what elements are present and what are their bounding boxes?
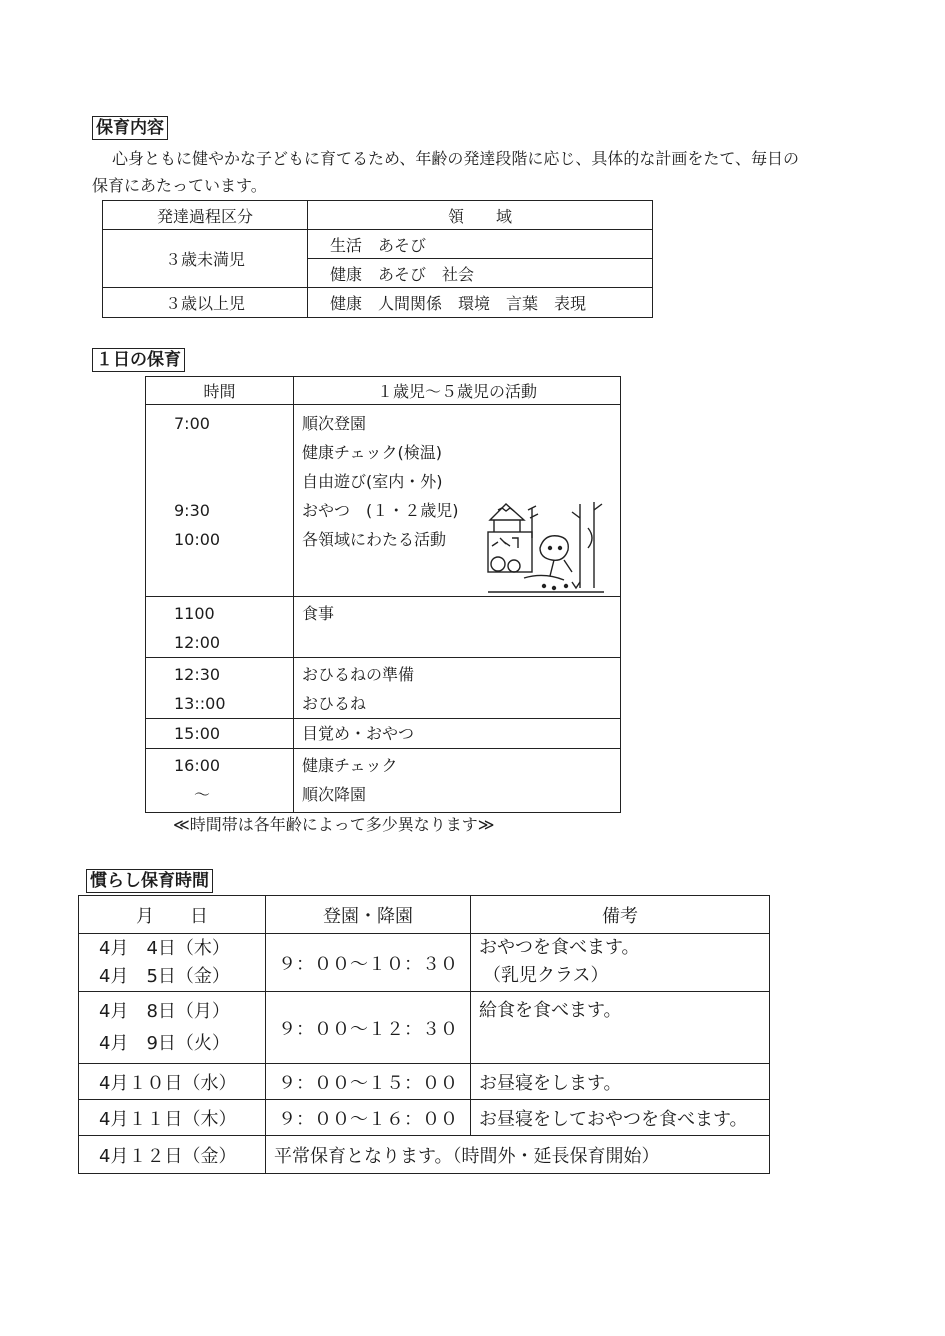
time-row-1: ９：００〜１０：３０: [266, 934, 471, 992]
activity-health-check-2: 健康チェック: [302, 756, 398, 775]
date-apr-8: 4月 8日（月）: [99, 1000, 230, 1022]
schedule-activity-header: １歳児〜５歳児の活動: [294, 377, 621, 405]
stage-under3: ３歳未満児: [103, 230, 308, 288]
date-apr-9: 4月 9日（火）: [99, 1032, 230, 1054]
note-nap-snack: お昼寝をしておやつを食べます。: [471, 1100, 770, 1136]
time-12-00: 12:00: [174, 633, 221, 652]
section-heading-ichinichi: １日の保育: [92, 348, 185, 372]
section-heading-hoiku-naiyou: 保育内容: [92, 116, 168, 140]
adjustment-schedule-table: [78, 895, 770, 1174]
time-9-30: 9:30: [174, 501, 210, 520]
domain-over3: 健康 人間関係 環境 言葉 表現: [308, 288, 653, 318]
time-row-4: ９：００〜１６：００: [266, 1100, 471, 1136]
domains-col2-header: 領 域: [308, 201, 653, 230]
schedule-time-header: 時間: [146, 377, 294, 405]
domains-table: [102, 200, 653, 318]
domain-under3-2: 健康 あそび 社会: [308, 259, 653, 288]
activity-wake-snack: 目覚め・おやつ: [302, 724, 415, 743]
intro-line-1: 心身ともに健やかな子どもに育てるため、年齢の発達段階に応じ、具体的な計画をたて、毎日の: [112, 149, 800, 168]
note-snack: おやつを食べます。: [479, 937, 640, 958]
time-row-3: ９：００〜１５：００: [266, 1064, 471, 1100]
activity-departure: 順次降園: [302, 785, 367, 804]
intro-line-2: 保育にあたっています。: [92, 176, 267, 195]
time-11-00: 1100: [174, 604, 215, 623]
note-nap: お昼寝をします。: [471, 1064, 770, 1100]
adjust-col2-header: 登園・降園: [266, 896, 471, 934]
date-apr-10: 4月１０日（水）: [79, 1064, 266, 1100]
regular-care-start: 平常保育となります。（時間外・延長保育開始）: [266, 1136, 770, 1174]
time-13-00: 13::00: [174, 694, 226, 713]
activity-snack: おやつ (１・２歳児): [302, 501, 459, 520]
note-lunch: 給食を食べます。: [479, 1000, 622, 1021]
date-apr-4: 4月 4日（木）: [99, 937, 230, 959]
schedule-note: ≪時間帯は各年齢によって多少異なります≫: [173, 815, 495, 834]
activity-nap-prep: おひるねの準備: [302, 665, 415, 684]
adjust-col3-header: 備考: [471, 896, 770, 934]
time-tilde: 〜: [194, 785, 211, 804]
stage-over3: ３歳以上児: [103, 288, 308, 318]
time-15-00: 15:00: [174, 724, 221, 743]
date-apr-11: 4月１１日（木）: [79, 1100, 266, 1136]
time-16-00: 16:00: [174, 756, 221, 775]
date-apr-5: 4月 5日（金）: [99, 965, 230, 987]
time-row-2: ９：００〜１２：３０: [266, 992, 471, 1064]
date-apr-12: 4月１２日（金）: [79, 1136, 266, 1174]
activity-free-play: 自由遊び(室内・外): [302, 472, 443, 491]
activity-arrival: 順次登園: [302, 414, 367, 433]
note-infant-class: （乳児クラス）: [483, 965, 609, 986]
activity-meal: 食事: [302, 604, 335, 623]
time-12-30: 12:30: [174, 665, 221, 684]
activity-nap: おひるね: [302, 694, 367, 713]
domain-under3-1: 生活 あそび: [308, 230, 653, 259]
activity-health-check: 健康チェック(検温): [302, 443, 443, 462]
domains-col1-header: 発達過程区分: [103, 201, 308, 230]
time-7-00: 7:00: [174, 414, 210, 433]
time-10-00: 10:00: [174, 530, 221, 549]
section-heading-narashi: 慣らし保育時間: [86, 869, 213, 893]
activity-areas: 各領域にわたる活動: [302, 530, 447, 549]
children-playing-illustration: [484, 498, 608, 596]
adjust-col1-header: 月 日: [79, 896, 266, 934]
